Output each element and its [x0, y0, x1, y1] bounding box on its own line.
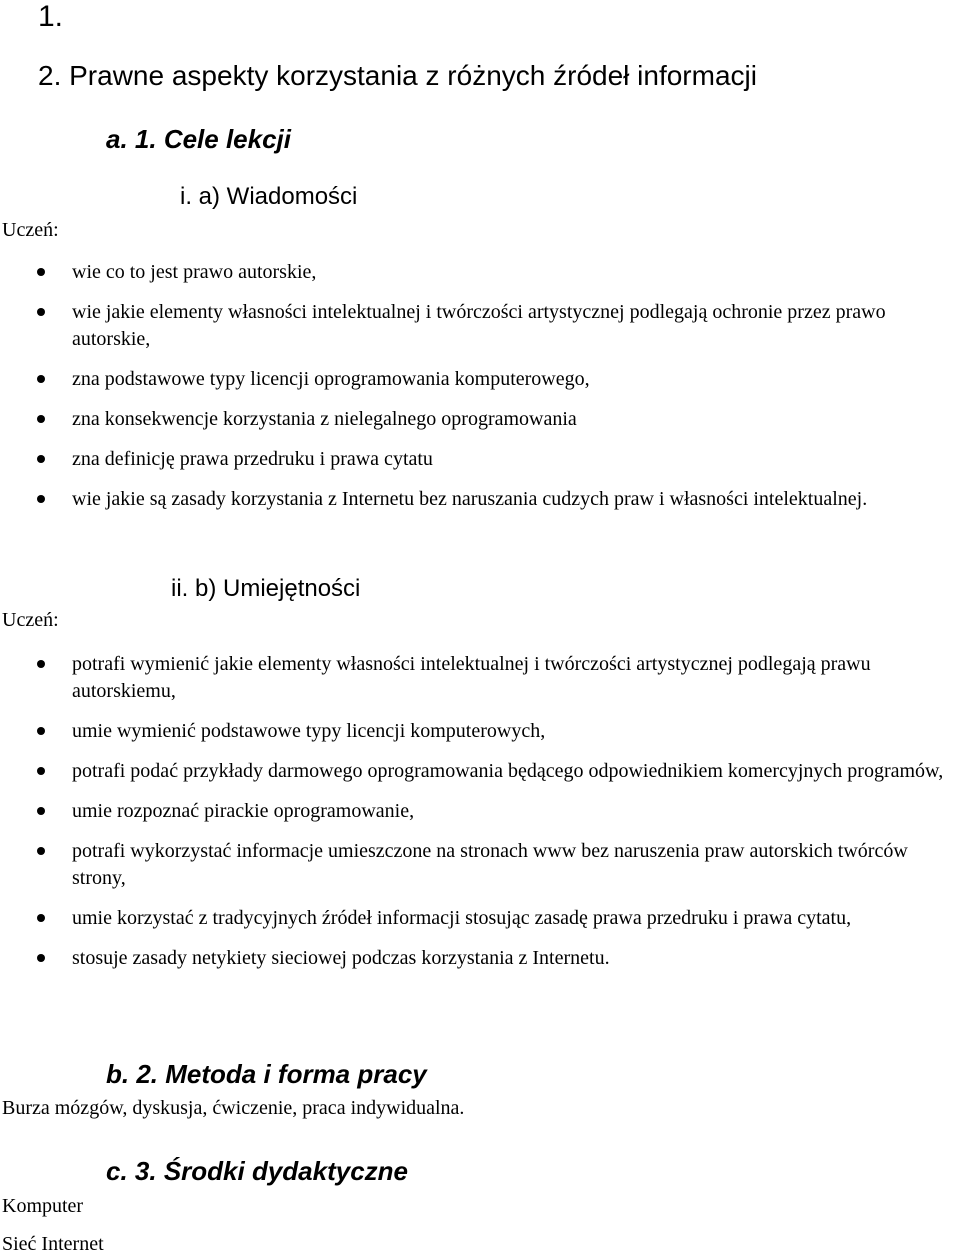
- list-item: wie jakie elementy własności intelektualnej i twórczości artystycznej podlegają ochronie przez prawo autorskie,: [0, 299, 960, 353]
- list-item: wie jakie są zasady korzystania z Internetu bez naruszania cudzych praw i własności intelektualnej.: [0, 486, 960, 513]
- bullet-icon: [37, 660, 45, 668]
- list-item: potrafi wykorzystać informacje umieszczone na stronach www bez naruszenia praw autorskich twórców strony,: [0, 838, 960, 892]
- list-item: zna podstawowe typy licencji oprogramowania komputerowego,: [0, 366, 960, 393]
- uczen-label: Uczeń:: [2, 609, 59, 631]
- bullet-icon: [37, 495, 45, 503]
- srodki-item-komputer: Komputer: [2, 1195, 84, 1217]
- list-item: wie co to jest prawo autorskie,: [0, 259, 960, 286]
- bullet-icon: [37, 455, 45, 463]
- section-b-heading: b. 2. Metoda i forma pracy: [106, 1059, 427, 1089]
- list-item: umie rozpoznać pirackie oprogramowanie,: [0, 798, 960, 825]
- bullet-icon: [37, 914, 45, 922]
- bullet-icon: [37, 767, 45, 775]
- section-c-heading: c. 3. Środki dydaktyczne: [106, 1156, 409, 1186]
- section-a-heading: a. 1. Cele lekcji: [106, 124, 292, 154]
- heading-2-title: 2. Prawne aspekty korzystania z różnych źródeł informacji: [38, 60, 757, 91]
- umiejetnosci-list: [0, 651, 960, 985]
- bullet-icon: [37, 308, 45, 316]
- uczen-label: Uczeń:: [2, 219, 59, 241]
- list-item: potrafi podać przykłady darmowego oprogramowania będącego odpowiednikiem komercyjnych programów,: [0, 758, 960, 785]
- bullet-icon: [37, 807, 45, 815]
- bullet-icon: [37, 415, 45, 423]
- heading-1: 1.: [38, 0, 64, 33]
- list-item: umie wymienić podstawowe typy licencji komputerowych,: [0, 718, 960, 745]
- list-item: zna konsekwencje korzystania z nielegalnego oprogramowania: [0, 406, 960, 433]
- metoda-text: Burza mózgów, dyskusja, ćwiczenie, praca indywidualna.: [2, 1097, 465, 1119]
- list-item: stosuje zasady netykiety sieciowej podczas korzystania z Internetu.: [0, 945, 960, 972]
- bullet-icon: [37, 268, 45, 276]
- subsection-wiadomosci-heading: i. a) Wiadomości: [180, 183, 358, 210]
- bullet-icon: [37, 847, 45, 855]
- list-item: potrafi wymienić jakie elementy własności intelektualnej i twórczości artystycznej podlegają prawu autorskiemu,: [0, 651, 960, 705]
- bullet-icon: [37, 954, 45, 962]
- wiadomosci-list: [0, 259, 960, 526]
- list-item: umie korzystać z tradycyjnych źródeł informacji stosując zasadę prawa przedruku i prawa cytatu,: [0, 905, 960, 932]
- srodki-item-siec-internet: Sieć Internet: [2, 1233, 104, 1255]
- bullet-icon: [37, 375, 45, 383]
- list-item: zna definicję prawa przedruku i prawa cytatu: [0, 446, 960, 473]
- subsection-umiejetnosci-heading: ii. b) Umiejętności: [171, 575, 361, 602]
- bullet-icon: [37, 727, 45, 735]
